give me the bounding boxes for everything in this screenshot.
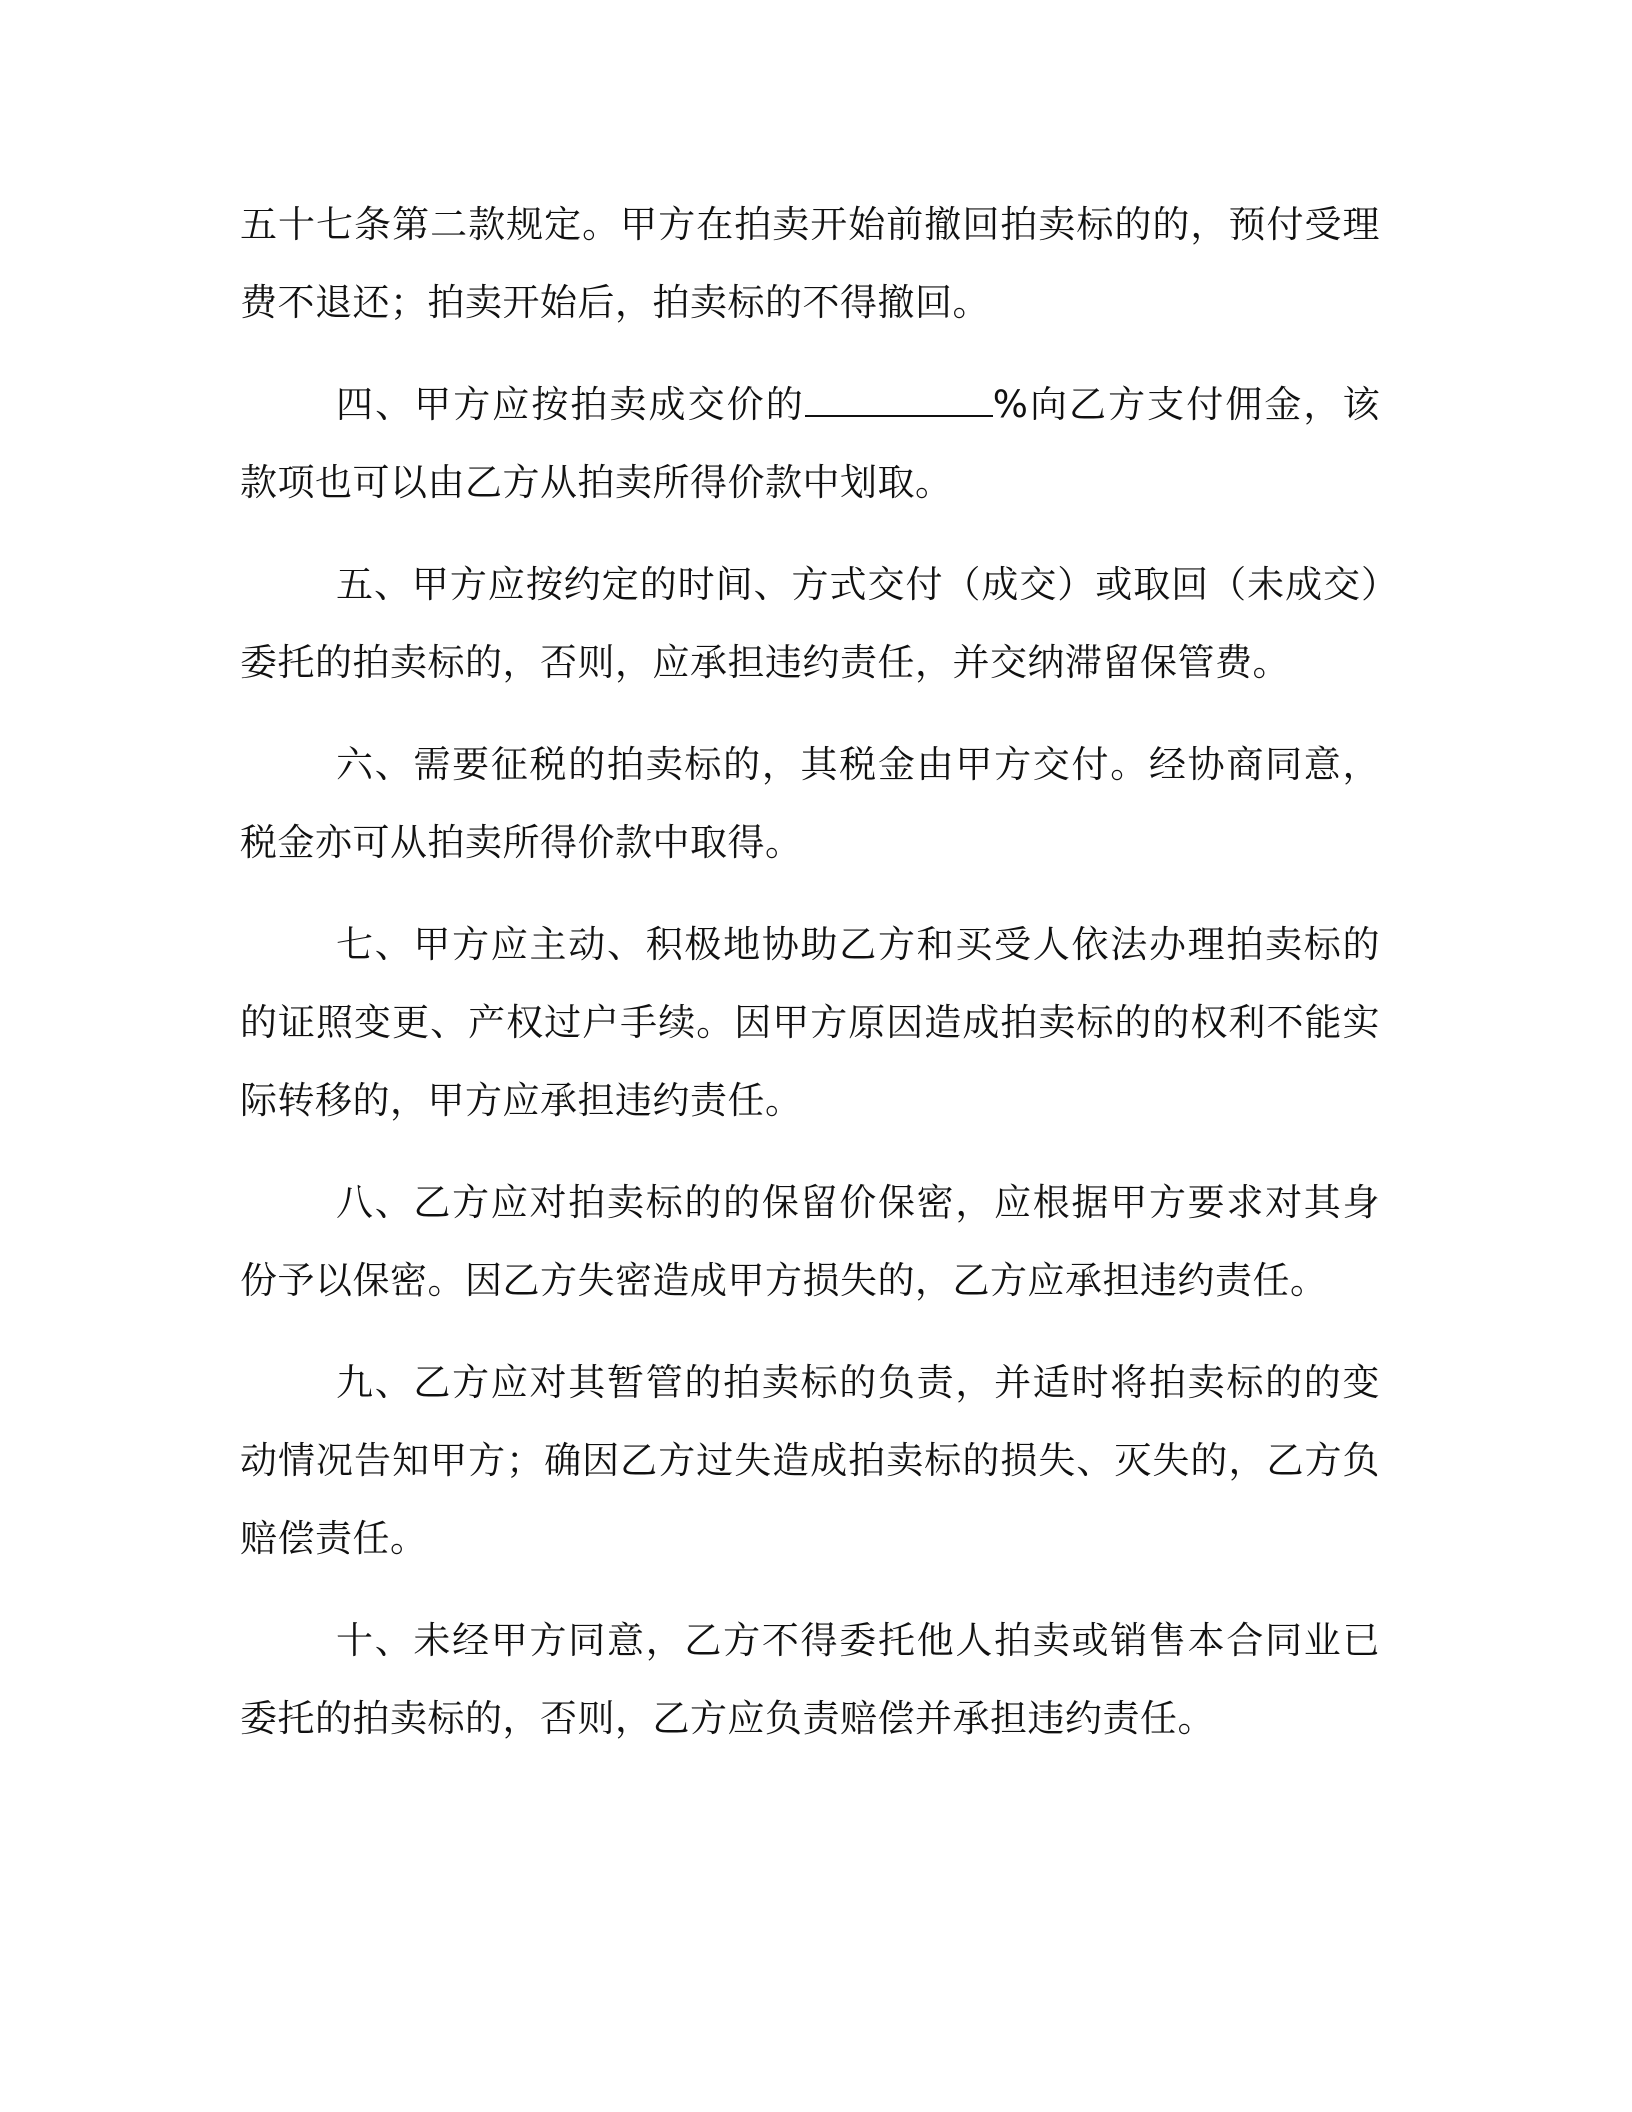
clause-4-text-after: %向乙方支付佣金，该款项也可以由乙方从拍卖所得价款中划取。 — [240, 383, 1380, 504]
paragraph-continuation: 五十七条第二款规定。甲方在拍卖开始前撤回拍卖标的的，预付受理费不退还；拍卖开始后，拍卖标的不得撤回。 — [240, 203, 1380, 324]
clause-7: 七、甲方应主动、积极地协助乙方和买受人依法办理拍卖标的的证照变更、产权过户手续。因甲方原因造成拍卖标的的权利不能实际转移的，甲方应承担违约责任。 — [240, 923, 1380, 1122]
clause-8: 八、乙方应对拍卖标的的保留价保密，应根据甲方要求对其身份予以保密。因乙方失密造成甲方损失的，乙方应承担违约责任。 — [240, 1181, 1380, 1302]
clause-10: 十、未经甲方同意，乙方不得委托他人拍卖或销售本合同业已委托的拍卖标的，否则，乙方应负责赔偿并承担违约责任。 — [240, 1619, 1380, 1740]
fill-in-blank — [805, 385, 993, 417]
clause-4 — [240, 366, 1380, 522]
clause-4-text-before: 四、甲方应按拍卖成交价的 — [336, 383, 805, 426]
clause-5: 五、甲方应按约定的时间、方式交付（成交）或取回（未成交）委托的拍卖标的，否则，应承担违约责任，并交纳滞留保管费。 — [240, 563, 1380, 684]
clause-6: 六、需要征税的拍卖标的，其税金由甲方交付。经协商同意，税金亦可从拍卖所得价款中取得。 — [240, 743, 1380, 864]
clause-9: 九、乙方应对其暂管的拍卖标的负责，并适时将拍卖标的的变动情况告知甲方；确因乙方过失造成拍卖标的损失、灭失的，乙方负赔偿责任。 — [240, 1361, 1380, 1560]
document-body — [240, 186, 1380, 1782]
